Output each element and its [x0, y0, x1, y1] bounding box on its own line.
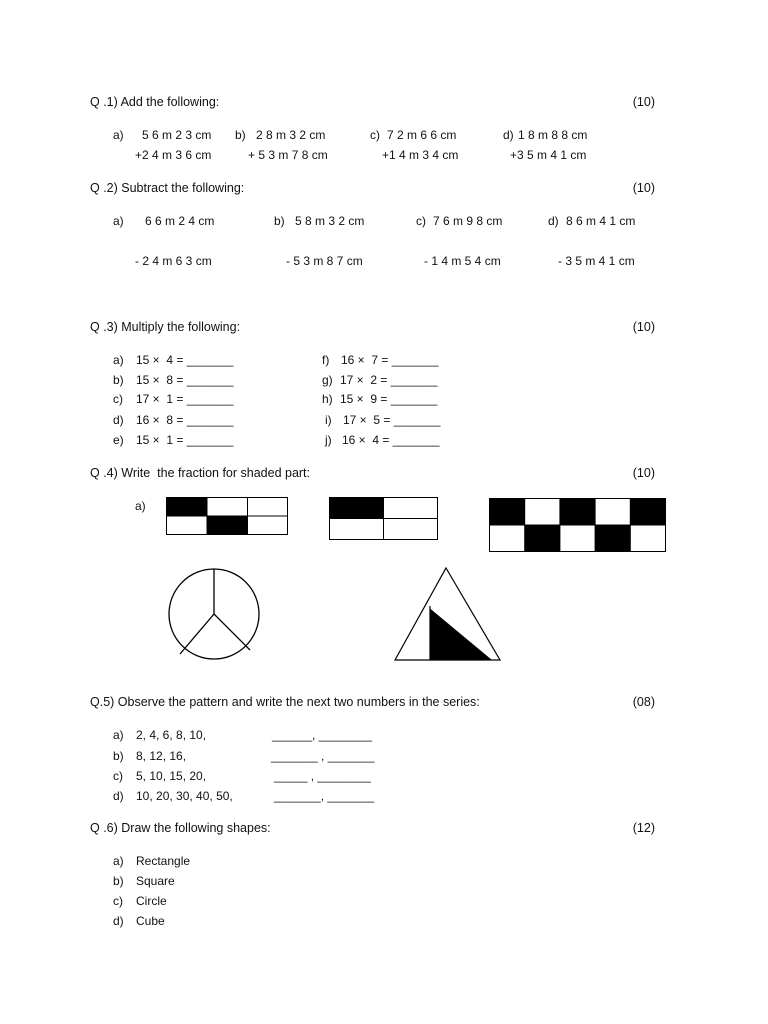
q5-title: Q.5) Observe the pattern and write the next two numbers in the series: [90, 695, 480, 709]
q6-c-text: Circle [136, 894, 167, 908]
q3-b-expr: 15 × 8 = _______ [136, 373, 234, 387]
q1-c-label: c) [370, 128, 380, 142]
q5-b-blanks[interactable]: _______ , _______ [271, 749, 375, 763]
q5-d-label: d) [113, 789, 124, 803]
q3-c-expr: 17 × 1 = _______ [136, 392, 234, 406]
q3-b-label: b) [113, 373, 124, 387]
q3-marks: (10) [632, 320, 655, 334]
q1-c-bottom: +1 4 m 3 4 cm [382, 148, 459, 162]
fraction-grid-5x2-checkerboard [489, 498, 667, 553]
q5-a-series: 2, 4, 6, 8, 10, [136, 728, 207, 742]
q2-c-top: 7 6 m 9 8 cm [433, 214, 503, 228]
q3-e-expr: 15 × 1 = _______ [136, 433, 234, 447]
q1-d-label: d) [503, 128, 514, 142]
q1-d-top: 1 8 m 8 8 cm [518, 128, 588, 142]
q4-a-label: a) [135, 499, 146, 513]
q1-a-label: a) [113, 128, 124, 142]
q3-e-label: e) [113, 433, 124, 447]
q5-marks: (08) [632, 695, 655, 709]
q3-g-expr: 17 × 2 = _______ [340, 373, 438, 387]
q1-a-top: 5 6 m 2 3 cm [142, 128, 212, 142]
q3-i-label: i) [325, 413, 332, 427]
q1-b-label: b) [235, 128, 246, 142]
q6-c-label: c) [113, 894, 123, 908]
q6-a-text: Rectangle [136, 854, 191, 868]
q3-f-expr: 16 × 7 = _______ [341, 353, 439, 367]
q2-d-bottom: - 3 5 m 4 1 cm [558, 254, 635, 268]
q2-b-label: b) [274, 214, 285, 228]
q3-g-label: g) [322, 373, 333, 387]
q3-c-label: c) [113, 392, 123, 406]
q3-a-expr: 15 × 4 = _______ [136, 353, 234, 367]
q1-title: Q .1) Add the following: [90, 95, 220, 109]
q5-c-blanks[interactable]: _____ , ________ [274, 769, 371, 783]
q2-a-bottom: - 2 4 m 6 3 cm [135, 254, 212, 268]
q6-a-label: a) [113, 854, 124, 868]
q2-b-bottom: - 5 3 m 8 7 cm [286, 254, 363, 268]
q3-f-label: f) [322, 353, 330, 367]
q2-d-label: d) [548, 214, 559, 228]
q3-d-label: d) [113, 413, 124, 427]
q5-a-label: a) [113, 728, 124, 742]
q3-title: Q .3) Multiply the following: [90, 320, 241, 334]
q2-b-top: 5 8 m 3 2 cm [295, 214, 365, 228]
q1-a-bottom: +2 4 m 3 6 cm [135, 148, 212, 162]
q2-marks: (10) [632, 181, 655, 195]
q1-b-bottom: + 5 3 m 7 8 cm [248, 148, 328, 162]
q3-d-expr: 16 × 8 = _______ [136, 413, 234, 427]
q2-d-top: 8 6 m 4 1 cm [566, 214, 636, 228]
q5-c-label: c) [113, 769, 123, 783]
q3-h-label: h) [322, 392, 333, 406]
q4-title: Q .4) Write the fraction for shaded part: [90, 466, 311, 480]
triangle-shaded [393, 566, 503, 664]
q6-marks: (12) [632, 821, 655, 835]
q1-b-top: 2 8 m 3 2 cm [256, 128, 326, 142]
q2-a-top: 6 6 m 2 4 cm [145, 214, 215, 228]
q3-h-expr: 15 × 9 = _______ [340, 392, 438, 406]
fraction-grid-2x2 [329, 497, 439, 541]
q2-c-bottom: - 1 4 m 5 4 cm [424, 254, 501, 268]
q5-a-blanks[interactable]: ______, ________ [272, 728, 373, 742]
q5-c-series: 5, 10, 15, 20, [136, 769, 207, 783]
q5-d-blanks[interactable]: _______, _______ [274, 789, 375, 803]
q3-i-expr: 17 × 5 = _______ [343, 413, 441, 427]
q3-j-expr: 16 × 4 = _______ [342, 433, 440, 447]
q5-b-series: 8, 12, 16, [136, 749, 187, 763]
q1-marks: (10) [632, 95, 655, 109]
q6-b-label: b) [113, 874, 124, 888]
q2-a-label: a) [113, 214, 124, 228]
q2-title: Q .2) Subtract the following: [90, 181, 245, 195]
q5-b-label: b) [113, 749, 124, 763]
q1-d-bottom: +3 5 m 4 1 cm [510, 148, 587, 162]
q6-d-text: Cube [136, 914, 165, 928]
q5-d-series: 10, 20, 30, 40, 50, [136, 789, 233, 803]
q6-b-text: Square [136, 874, 175, 888]
fraction-grid-3x2 [166, 496, 288, 536]
circle-three-parts [166, 566, 264, 664]
q6-title: Q .6) Draw the following shapes: [90, 821, 271, 835]
q4-marks: (10) [632, 466, 655, 480]
q1-c-top: 7 2 m 6 6 cm [387, 128, 457, 142]
q3-a-label: a) [113, 353, 124, 367]
q6-d-label: d) [113, 914, 124, 928]
q3-j-label: j) [325, 433, 332, 447]
q2-c-label: c) [416, 214, 426, 228]
